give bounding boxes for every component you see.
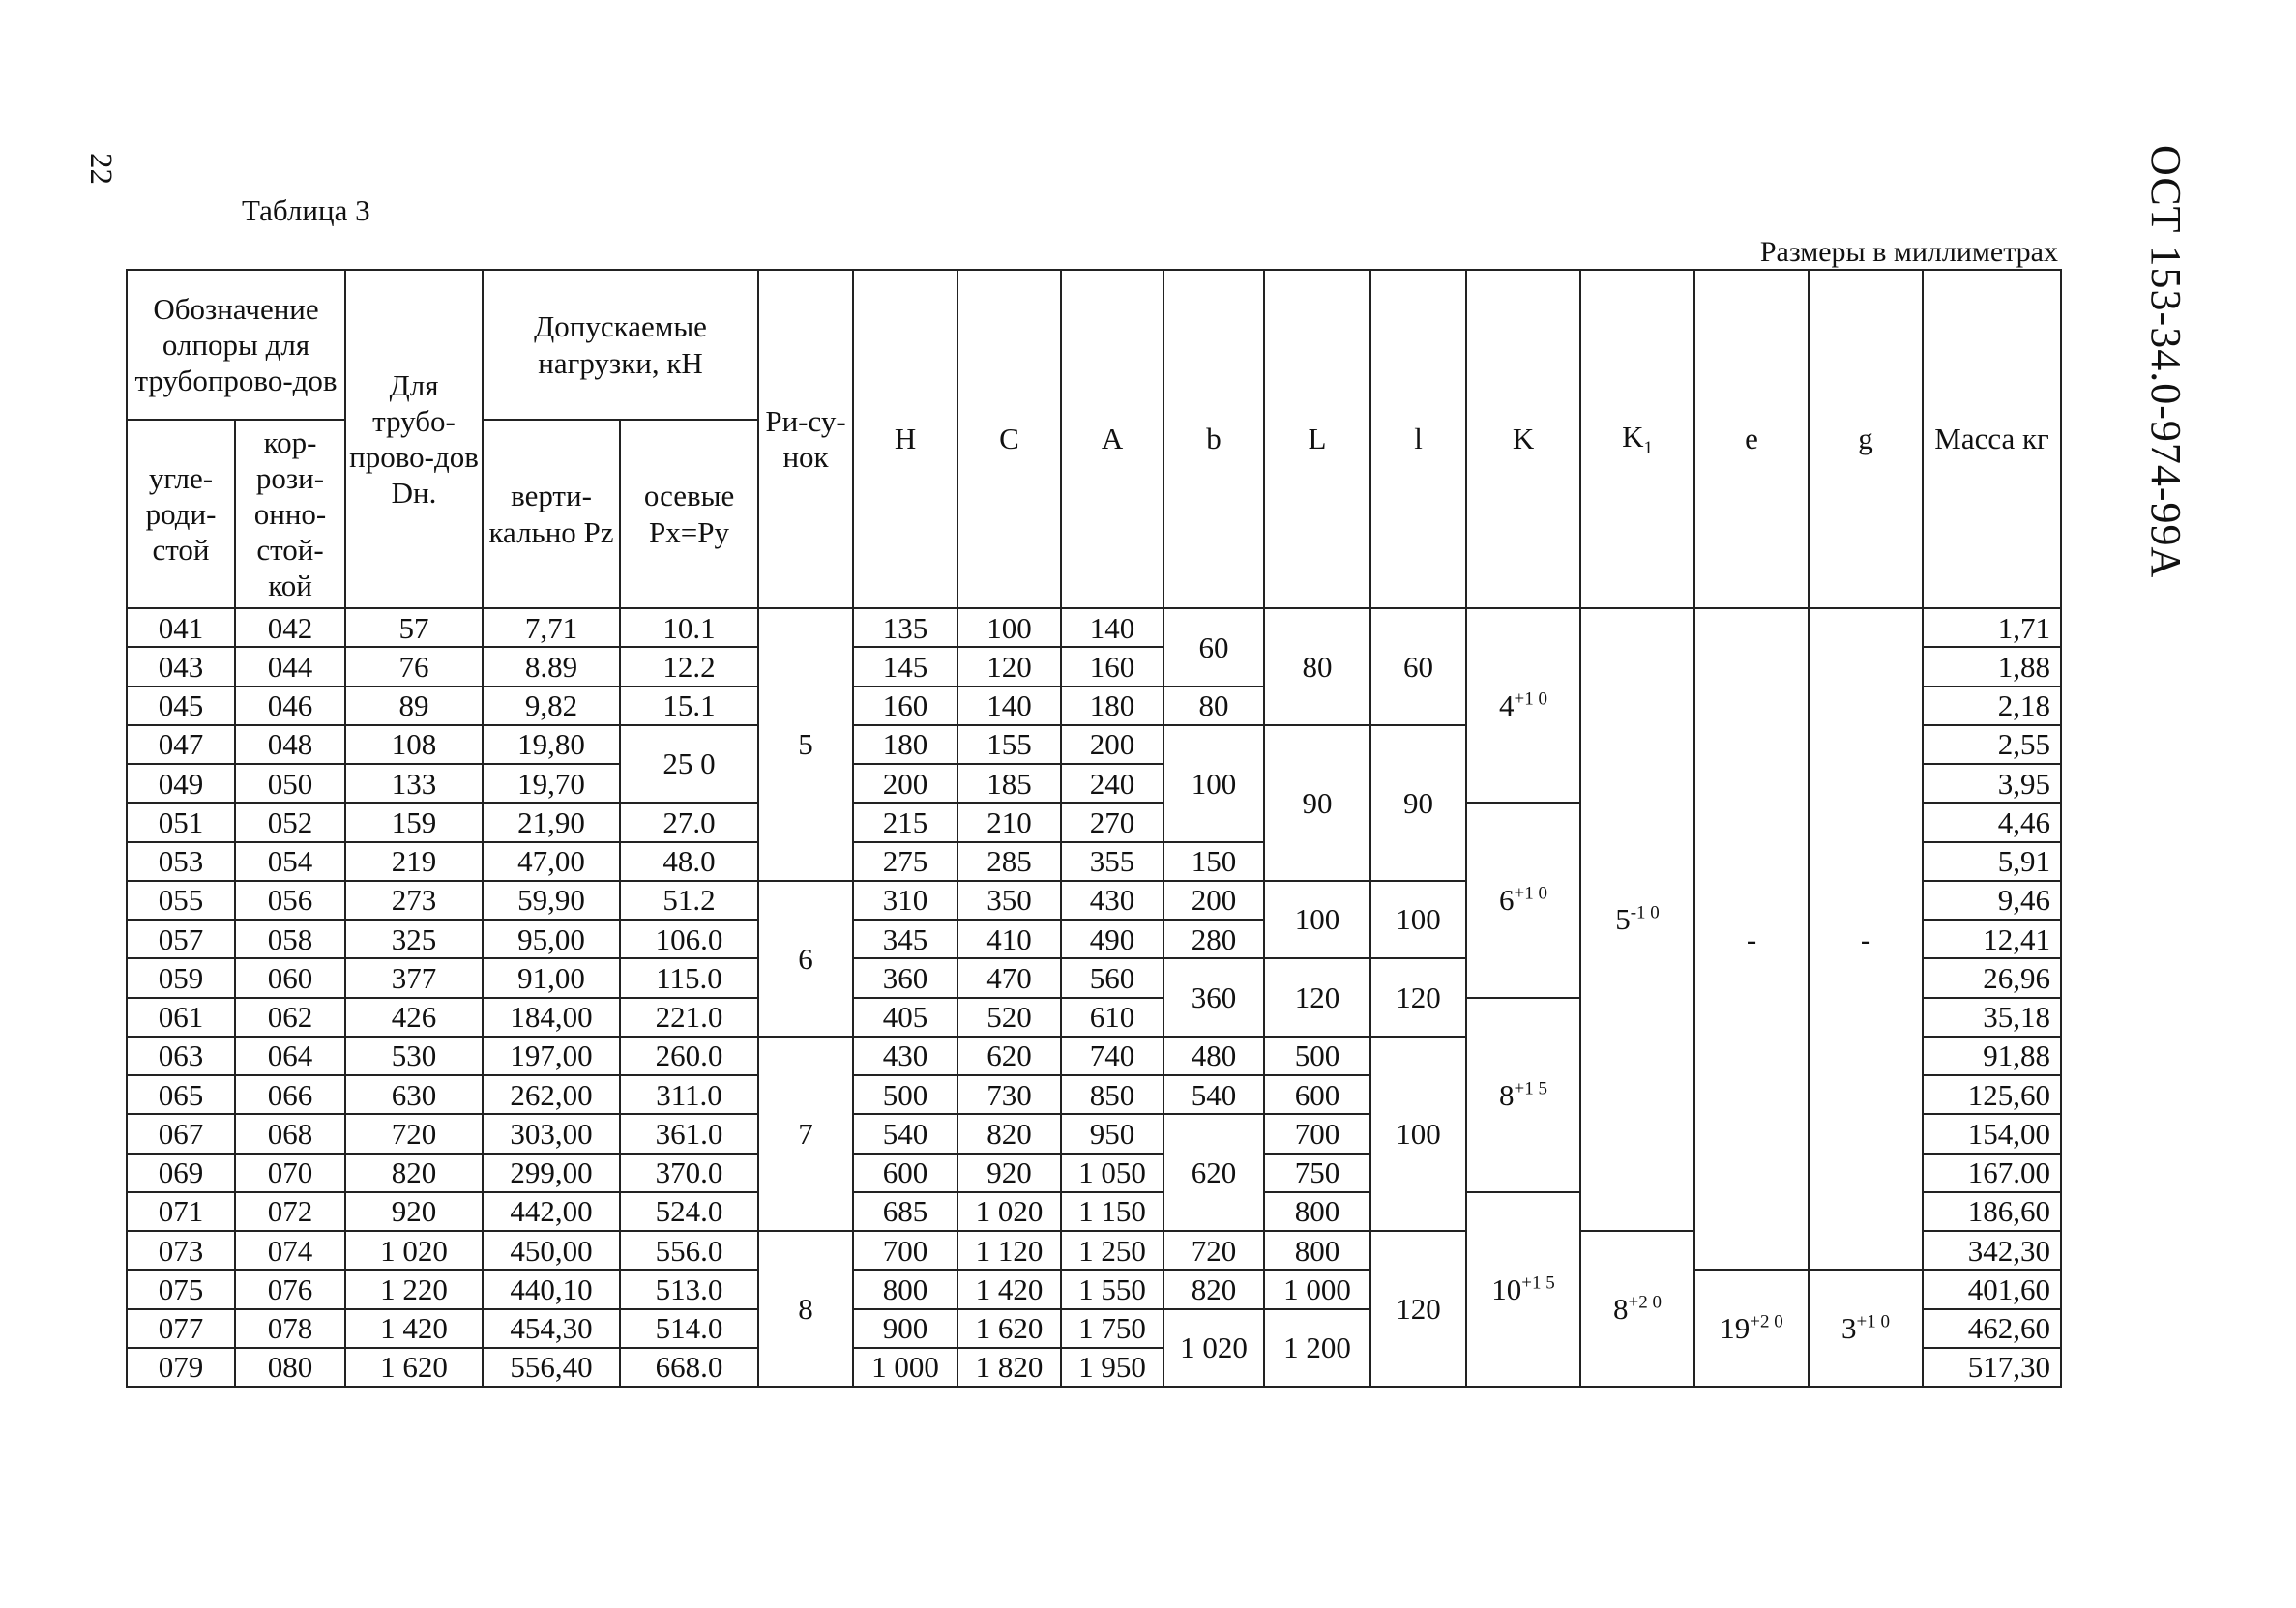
header-corrosion-resistant: кор-рози-онно-стой-кой bbox=[235, 420, 345, 608]
header-pipe-diameter: Для трубо-прово-дов Dн. bbox=[345, 270, 483, 608]
cell-H: 405 bbox=[853, 998, 957, 1037]
cell-dn: 76 bbox=[345, 647, 483, 686]
cell-carbon: 065 bbox=[127, 1075, 235, 1114]
cell-K1: $5^{-1 0}$ bbox=[1580, 608, 1694, 1231]
cell-K1: $8^{+2 0}$ bbox=[1580, 1231, 1694, 1387]
cell-px: 15.1 bbox=[620, 687, 758, 725]
cell-mass: 5,91 bbox=[1923, 842, 2061, 881]
cell-figure: 6 bbox=[758, 881, 853, 1037]
cell-A: 140 bbox=[1061, 608, 1163, 647]
cell-K: $8^{+1 5}$ bbox=[1466, 998, 1580, 1192]
cell-px: 668.0 bbox=[620, 1348, 758, 1387]
cell-px: 27.0 bbox=[620, 803, 758, 841]
header-K: K bbox=[1466, 270, 1580, 608]
cell-C: 185 bbox=[957, 764, 1061, 803]
cell-L: 1 000 bbox=[1264, 1270, 1370, 1308]
table-caption: Таблица 3 bbox=[242, 193, 370, 227]
cell-dn: 426 bbox=[345, 998, 483, 1037]
cell-b: 200 bbox=[1163, 881, 1264, 920]
cell-dn: 57 bbox=[345, 608, 483, 647]
cell-b: 60 bbox=[1163, 608, 1264, 687]
cell-corrosion: 042 bbox=[235, 608, 345, 647]
cell-corrosion: 066 bbox=[235, 1075, 345, 1114]
cell-dn: 1 020 bbox=[345, 1231, 483, 1270]
header-H: H bbox=[853, 270, 957, 608]
cell-px: 12.2 bbox=[620, 647, 758, 686]
header-L: L bbox=[1264, 270, 1370, 608]
cell-carbon: 075 bbox=[127, 1270, 235, 1308]
cell-carbon: 047 bbox=[127, 725, 235, 764]
cell-pz: 303,00 bbox=[483, 1114, 620, 1153]
cell-carbon: 053 bbox=[127, 842, 235, 881]
cell-K: $10^{+1 5}$ bbox=[1466, 1192, 1580, 1387]
cell-b: 620 bbox=[1163, 1114, 1264, 1231]
cell-px: 361.0 bbox=[620, 1114, 758, 1153]
cell-l: 60 bbox=[1370, 608, 1466, 725]
cell-dn: 219 bbox=[345, 842, 483, 881]
cell-b: 720 bbox=[1163, 1231, 1264, 1270]
document-code: ОСТ 153-34.0-974-99А bbox=[2142, 145, 2190, 579]
cell-H: 145 bbox=[853, 647, 957, 686]
cell-C: 155 bbox=[957, 725, 1061, 764]
cell-mass: 35,18 bbox=[1923, 998, 2061, 1037]
cell-A: 560 bbox=[1061, 958, 1163, 997]
cell-A: 270 bbox=[1061, 803, 1163, 841]
cell-pz: 19,70 bbox=[483, 764, 620, 803]
cell-H: 200 bbox=[853, 764, 957, 803]
cell-b: 80 bbox=[1163, 687, 1264, 725]
cell-L: 800 bbox=[1264, 1231, 1370, 1270]
cell-l: 100 bbox=[1370, 1037, 1466, 1231]
cell-carbon: 063 bbox=[127, 1037, 235, 1075]
cell-b: 480 bbox=[1163, 1037, 1264, 1075]
cell-pz: 7,71 bbox=[483, 608, 620, 647]
cell-g: - bbox=[1809, 608, 1923, 1270]
cell-carbon: 041 bbox=[127, 608, 235, 647]
cell-pz: 95,00 bbox=[483, 920, 620, 958]
cell-corrosion: 080 bbox=[235, 1348, 345, 1387]
cell-pz: 197,00 bbox=[483, 1037, 620, 1075]
cell-corrosion: 054 bbox=[235, 842, 345, 881]
cell-carbon: 055 bbox=[127, 881, 235, 920]
cell-carbon: 071 bbox=[127, 1192, 235, 1231]
cell-C: 1 020 bbox=[957, 1192, 1061, 1231]
cell-l: 120 bbox=[1370, 1231, 1466, 1387]
cell-L: 90 bbox=[1264, 725, 1370, 881]
cell-mass: 26,96 bbox=[1923, 958, 2061, 997]
cell-H: 310 bbox=[853, 881, 957, 920]
cell-corrosion: 050 bbox=[235, 764, 345, 803]
table-row bbox=[127, 1270, 2061, 1308]
cell-mass: 462,60 bbox=[1923, 1309, 2061, 1348]
cell-L: 120 bbox=[1264, 958, 1370, 1037]
cell-H: 685 bbox=[853, 1192, 957, 1231]
cell-A: 1 750 bbox=[1061, 1309, 1163, 1348]
cell-carbon: 051 bbox=[127, 803, 235, 841]
cell-carbon: 043 bbox=[127, 647, 235, 686]
cell-corrosion: 056 bbox=[235, 881, 345, 920]
cell-A: 490 bbox=[1061, 920, 1163, 958]
cell-C: 1 420 bbox=[957, 1270, 1061, 1308]
cell-dn: 133 bbox=[345, 764, 483, 803]
cell-pz: 47,00 bbox=[483, 842, 620, 881]
cell-C: 410 bbox=[957, 920, 1061, 958]
cell-px: 514.0 bbox=[620, 1309, 758, 1348]
cell-dn: 920 bbox=[345, 1192, 483, 1231]
cell-figure: 8 bbox=[758, 1231, 853, 1387]
cell-H: 160 bbox=[853, 687, 957, 725]
header-K1: $K_1$ bbox=[1580, 270, 1694, 608]
cell-A: 180 bbox=[1061, 687, 1163, 725]
cell-px: 260.0 bbox=[620, 1037, 758, 1075]
cell-K: $4^{+1 0}$ bbox=[1466, 608, 1580, 803]
cell-mass: 167.00 bbox=[1923, 1154, 2061, 1192]
cell-carbon: 067 bbox=[127, 1114, 235, 1153]
cell-C: 520 bbox=[957, 998, 1061, 1037]
cell-mass: 2,55 bbox=[1923, 725, 2061, 764]
cell-px: 25 0 bbox=[620, 725, 758, 804]
cell-pz: 9,82 bbox=[483, 687, 620, 725]
header-e: e bbox=[1694, 270, 1809, 608]
cell-corrosion: 058 bbox=[235, 920, 345, 958]
cell-K: $6^{+1 0}$ bbox=[1466, 803, 1580, 997]
cell-H: 700 bbox=[853, 1231, 957, 1270]
cell-px: 556.0 bbox=[620, 1231, 758, 1270]
cell-dn: 325 bbox=[345, 920, 483, 958]
cell-A: 1 050 bbox=[1061, 1154, 1163, 1192]
cell-pz: 440,10 bbox=[483, 1270, 620, 1308]
cell-C: 140 bbox=[957, 687, 1061, 725]
cell-A: 355 bbox=[1061, 842, 1163, 881]
cell-corrosion: 072 bbox=[235, 1192, 345, 1231]
cell-carbon: 057 bbox=[127, 920, 235, 958]
cell-L: 1 200 bbox=[1264, 1309, 1370, 1388]
cell-corrosion: 070 bbox=[235, 1154, 345, 1192]
cell-corrosion: 048 bbox=[235, 725, 345, 764]
cell-mass: 1,88 bbox=[1923, 647, 2061, 686]
cell-px: 51.2 bbox=[620, 881, 758, 920]
cell-dn: 1 620 bbox=[345, 1348, 483, 1387]
cell-px: 524.0 bbox=[620, 1192, 758, 1231]
cell-H: 800 bbox=[853, 1270, 957, 1308]
cell-A: 200 bbox=[1061, 725, 1163, 764]
header-l: l bbox=[1370, 270, 1466, 608]
header-figure: Ри-су-нок bbox=[758, 270, 853, 608]
cell-dn: 820 bbox=[345, 1154, 483, 1192]
header-loads: Допускаемые нагрузки, кН bbox=[483, 270, 758, 420]
cell-b: 540 bbox=[1163, 1075, 1264, 1114]
cell-corrosion: 076 bbox=[235, 1270, 345, 1308]
cell-carbon: 045 bbox=[127, 687, 235, 725]
cell-H: 540 bbox=[853, 1114, 957, 1153]
cell-carbon: 049 bbox=[127, 764, 235, 803]
cell-b: 150 bbox=[1163, 842, 1264, 881]
header-designation: Обозначение олпоры для трубопрово-дов bbox=[127, 270, 345, 420]
header-axial-load: осевые Px=Py bbox=[620, 420, 758, 608]
cell-px: 106.0 bbox=[620, 920, 758, 958]
cell-dn: 89 bbox=[345, 687, 483, 725]
cell-b: 360 bbox=[1163, 958, 1264, 1037]
cell-dn: 377 bbox=[345, 958, 483, 997]
cell-H: 360 bbox=[853, 958, 957, 997]
cell-L: 80 bbox=[1264, 608, 1370, 725]
cell-A: 1 250 bbox=[1061, 1231, 1163, 1270]
cell-H: 500 bbox=[853, 1075, 957, 1114]
cell-C: 1 620 bbox=[957, 1309, 1061, 1348]
cell-A: 1 550 bbox=[1061, 1270, 1163, 1308]
cell-carbon: 061 bbox=[127, 998, 235, 1037]
header-C: C bbox=[957, 270, 1061, 608]
cell-A: 240 bbox=[1061, 764, 1163, 803]
cell-mass: 154,00 bbox=[1923, 1114, 2061, 1153]
cell-b: 820 bbox=[1163, 1270, 1264, 1308]
cell-mass: 401,60 bbox=[1923, 1270, 2061, 1308]
cell-corrosion: 044 bbox=[235, 647, 345, 686]
cell-L: 750 bbox=[1264, 1154, 1370, 1192]
header-vertical-load: верти-кально Pz bbox=[483, 420, 620, 608]
cell-px: 115.0 bbox=[620, 958, 758, 997]
cell-corrosion: 052 bbox=[235, 803, 345, 841]
cell-e: $19^{+2 0}$ bbox=[1694, 1270, 1809, 1387]
cell-pz: 450,00 bbox=[483, 1231, 620, 1270]
cell-corrosion: 068 bbox=[235, 1114, 345, 1153]
cell-C: 1 820 bbox=[957, 1348, 1061, 1387]
cell-pz: 184,00 bbox=[483, 998, 620, 1037]
cell-A: 740 bbox=[1061, 1037, 1163, 1075]
cell-e: - bbox=[1694, 608, 1809, 1270]
cell-pz: 262,00 bbox=[483, 1075, 620, 1114]
page-number: 22 bbox=[83, 153, 118, 185]
cell-mass: 125,60 bbox=[1923, 1075, 2061, 1114]
cell-A: 1 950 bbox=[1061, 1348, 1163, 1387]
cell-H: 345 bbox=[853, 920, 957, 958]
cell-carbon: 059 bbox=[127, 958, 235, 997]
cell-C: 1 120 bbox=[957, 1231, 1061, 1270]
cell-pz: 299,00 bbox=[483, 1154, 620, 1192]
cell-L: 600 bbox=[1264, 1075, 1370, 1114]
cell-dn: 530 bbox=[345, 1037, 483, 1075]
cell-carbon: 079 bbox=[127, 1348, 235, 1387]
cell-dn: 720 bbox=[345, 1114, 483, 1153]
cell-px: 48.0 bbox=[620, 842, 758, 881]
cell-px: 10.1 bbox=[620, 608, 758, 647]
cell-dn: 108 bbox=[345, 725, 483, 764]
cell-corrosion: 062 bbox=[235, 998, 345, 1037]
cell-carbon: 073 bbox=[127, 1231, 235, 1270]
cell-corrosion: 078 bbox=[235, 1309, 345, 1348]
cell-C: 920 bbox=[957, 1154, 1061, 1192]
cell-pz: 454,30 bbox=[483, 1309, 620, 1348]
cell-pz: 21,90 bbox=[483, 803, 620, 841]
cell-C: 285 bbox=[957, 842, 1061, 881]
cell-mass: 91,88 bbox=[1923, 1037, 2061, 1075]
cell-C: 470 bbox=[957, 958, 1061, 997]
cell-A: 160 bbox=[1061, 647, 1163, 686]
cell-dn: 630 bbox=[345, 1075, 483, 1114]
cell-px: 311.0 bbox=[620, 1075, 758, 1114]
cell-carbon: 077 bbox=[127, 1309, 235, 1348]
header-carbon-steel: угле-роди-стой bbox=[127, 420, 235, 608]
cell-corrosion: 046 bbox=[235, 687, 345, 725]
table-row bbox=[127, 608, 2061, 647]
cell-C: 730 bbox=[957, 1075, 1061, 1114]
cell-pz: 556,40 bbox=[483, 1348, 620, 1387]
header-mass: Масса кг bbox=[1923, 270, 2061, 608]
cell-A: 850 bbox=[1061, 1075, 1163, 1114]
cell-H: 600 bbox=[853, 1154, 957, 1192]
cell-A: 1 150 bbox=[1061, 1192, 1163, 1231]
cell-pz: 19,80 bbox=[483, 725, 620, 764]
cell-l: 100 bbox=[1370, 881, 1466, 959]
header-A: A bbox=[1061, 270, 1163, 608]
cell-figure: 7 bbox=[758, 1037, 853, 1231]
cell-carbon: 069 bbox=[127, 1154, 235, 1192]
cell-H: 1 000 bbox=[853, 1348, 957, 1387]
supports-table bbox=[126, 269, 2062, 1388]
cell-mass: 3,95 bbox=[1923, 764, 2061, 803]
cell-H: 135 bbox=[853, 608, 957, 647]
cell-mass: 12,41 bbox=[1923, 920, 2061, 958]
cell-b: 1 020 bbox=[1163, 1309, 1264, 1388]
cell-H: 215 bbox=[853, 803, 957, 841]
cell-px: 221.0 bbox=[620, 998, 758, 1037]
cell-L: 100 bbox=[1264, 881, 1370, 959]
cell-l: 90 bbox=[1370, 725, 1466, 881]
cell-H: 275 bbox=[853, 842, 957, 881]
cell-corrosion: 060 bbox=[235, 958, 345, 997]
cell-b: 100 bbox=[1163, 725, 1264, 842]
cell-C: 350 bbox=[957, 881, 1061, 920]
cell-l: 120 bbox=[1370, 958, 1466, 1037]
cell-H: 430 bbox=[853, 1037, 957, 1075]
cell-pz: 91,00 bbox=[483, 958, 620, 997]
cell-g: $3^{+1 0}$ bbox=[1809, 1270, 1923, 1387]
cell-mass: 9,46 bbox=[1923, 881, 2061, 920]
cell-mass: 342,30 bbox=[1923, 1231, 2061, 1270]
cell-A: 430 bbox=[1061, 881, 1163, 920]
cell-mass: 517,30 bbox=[1923, 1348, 2061, 1387]
cell-C: 820 bbox=[957, 1114, 1061, 1153]
cell-pz: 59,90 bbox=[483, 881, 620, 920]
units-caption: Размеры в миллиметрах bbox=[1759, 236, 2058, 268]
cell-mass: 186,60 bbox=[1923, 1192, 2061, 1231]
cell-mass: 1,71 bbox=[1923, 608, 2061, 647]
header-b: b bbox=[1163, 270, 1264, 608]
header-g: g bbox=[1809, 270, 1923, 608]
cell-mass: 2,18 bbox=[1923, 687, 2061, 725]
cell-px: 370.0 bbox=[620, 1154, 758, 1192]
cell-figure: 5 bbox=[758, 608, 853, 881]
cell-A: 610 bbox=[1061, 998, 1163, 1037]
cell-dn: 159 bbox=[345, 803, 483, 841]
cell-L: 500 bbox=[1264, 1037, 1370, 1075]
cell-A: 950 bbox=[1061, 1114, 1163, 1153]
cell-L: 700 bbox=[1264, 1114, 1370, 1153]
cell-dn: 1 420 bbox=[345, 1309, 483, 1348]
cell-mass: 4,46 bbox=[1923, 803, 2061, 841]
cell-C: 120 bbox=[957, 647, 1061, 686]
cell-corrosion: 064 bbox=[235, 1037, 345, 1075]
cell-pz: 8.89 bbox=[483, 647, 620, 686]
cell-pz: 442,00 bbox=[483, 1192, 620, 1231]
cell-C: 210 bbox=[957, 803, 1061, 841]
cell-C: 620 bbox=[957, 1037, 1061, 1075]
cell-C: 100 bbox=[957, 608, 1061, 647]
cell-H: 900 bbox=[853, 1309, 957, 1348]
cell-px: 513.0 bbox=[620, 1270, 758, 1308]
cell-L: 800 bbox=[1264, 1192, 1370, 1231]
cell-dn: 1 220 bbox=[345, 1270, 483, 1308]
cell-corrosion: 074 bbox=[235, 1231, 345, 1270]
cell-dn: 273 bbox=[345, 881, 483, 920]
cell-b: 280 bbox=[1163, 920, 1264, 958]
cell-H: 180 bbox=[853, 725, 957, 764]
